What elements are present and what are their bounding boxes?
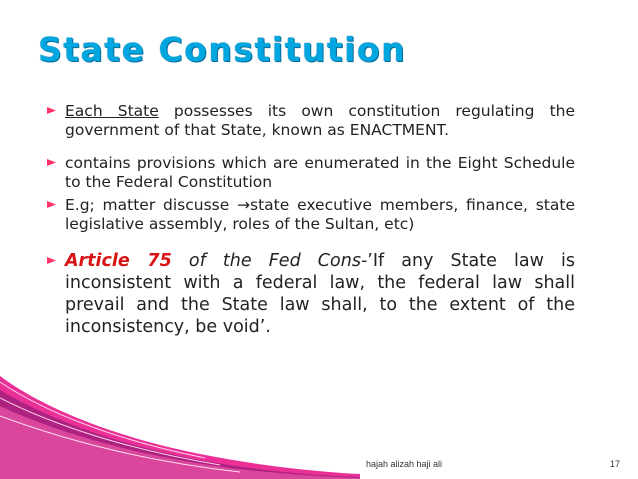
bullet-text: E.g; matter discusse: [65, 196, 238, 214]
slide-title: State Constitution: [38, 30, 407, 69]
corner-wave-decoration: [0, 376, 360, 479]
bullet-item-3: [47, 196, 575, 234]
right-arrow-icon: →: [237, 196, 251, 214]
footer-author: hajah alizah haji ali: [366, 459, 443, 469]
bullet-item-4: [47, 250, 575, 338]
bullet-item-1: [47, 102, 575, 140]
bullet-underlined-text: Each State: [65, 102, 159, 120]
bullet-item-2: [47, 154, 575, 192]
pink-triangle-bullet-icon: [47, 158, 56, 167]
article-label: Article 75: [65, 251, 172, 271]
pink-triangle-bullet-icon: [47, 200, 56, 209]
bullet-list: [47, 102, 575, 338]
pink-triangle-bullet-icon: [47, 106, 56, 115]
pink-triangle-bullet-icon: [47, 256, 56, 265]
article-quote: ’If any State law is inconsistent with a federal law, the federal law shall prevail and the State law shall, to the extent of the inconsistency, be void’.: [65, 251, 576, 337]
bullet-text: state executive members, finance, state legislative assembly, roles of the Sultan, etc): [65, 196, 575, 233]
bullet-text: possesses its own constitution regulating the government of that State, known as ENACTMENT.: [65, 102, 576, 139]
article-reference: of the Fed Cons-: [171, 251, 368, 271]
bullet-text: contains provisions which are enumerated in the Eight Schedule to the Federal Constitution: [65, 154, 575, 191]
page-number: 17: [610, 459, 621, 469]
